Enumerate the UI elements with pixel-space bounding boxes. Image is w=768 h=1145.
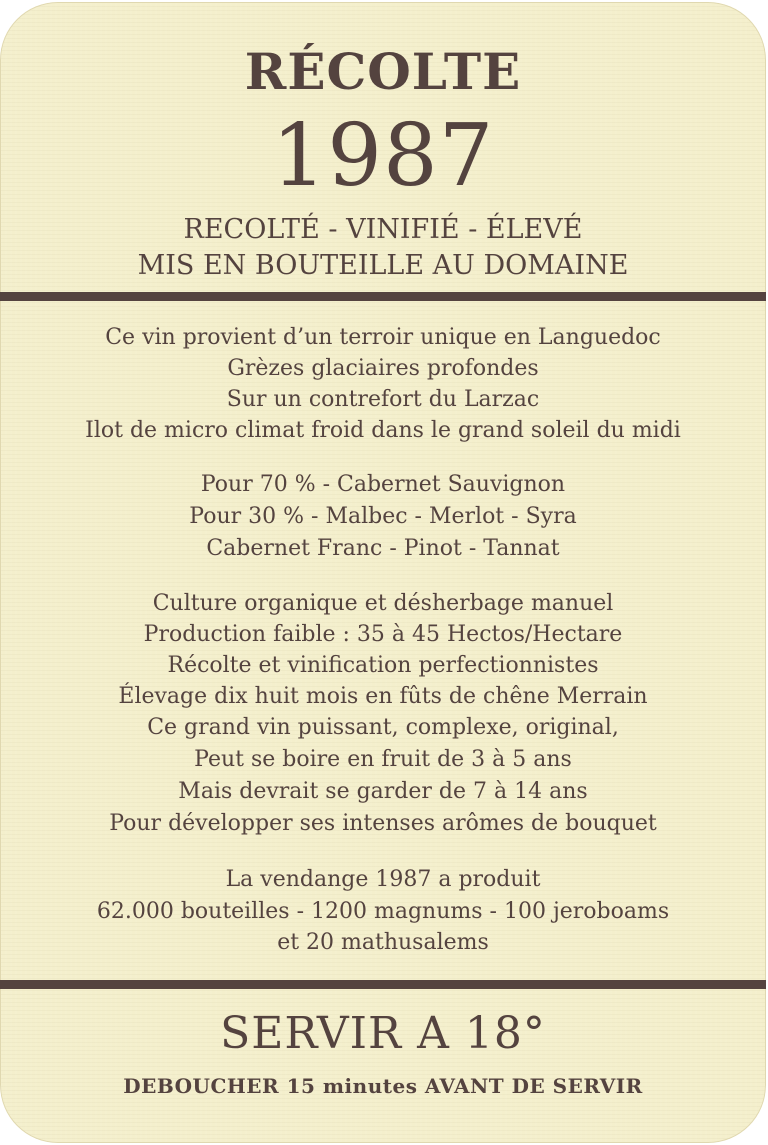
production-line: Peut se boire en fruit de 3 à 5 ans — [194, 747, 572, 772]
production-line: Pour développer ses intenses arômes de bouquet — [109, 811, 657, 836]
serving-temperature: SERVIR A 18° — [220, 1008, 546, 1059]
production-process-line: RECOLTÉ - VINIFIÉ - ÉLEVÉ — [183, 214, 583, 245]
estate-bottled-line: MIS EN BOUTEILLE AU DOMAINE — [137, 250, 629, 281]
production-line: Récolte et vinification perfectionnistes — [167, 653, 599, 678]
grape-line: Pour 70 % - Cabernet Sauvignon — [200, 472, 566, 497]
production-line: Élevage dix huit mois en fûts de chêne Merrain — [118, 684, 648, 709]
top-divider — [0, 292, 766, 301]
terroir-line: Ilot de micro climat froid dans le grand soleil du midi — [85, 418, 681, 443]
grape-line: Cabernet Franc - Pinot - Tannat — [206, 536, 560, 561]
harvest-line: 62.000 bouteilles - 1200 magnums - 100 jeroboams — [96, 899, 670, 924]
wine-label-card — [0, 2, 766, 1143]
production-line: Ce grand vin puissant, complexe, original, — [147, 715, 619, 740]
grape-line: Pour 30 % - Malbec - Merlot - Syra — [189, 504, 577, 529]
terroir-line: Grèzes glaciaires profondes — [227, 356, 539, 381]
terroir-line: Sur un contrefort du Larzac — [226, 387, 540, 412]
vintage-year: 1987 — [271, 106, 495, 206]
harvest-line: et 20 mathusalems — [277, 930, 489, 955]
production-line: Production faible : 35 à 45 Hectos/Hectare — [143, 622, 623, 647]
terroir-line: Ce vin provient d’un terroir unique en Languedoc — [105, 325, 661, 350]
decanting-instruction: DEBOUCHER 15 minutes AVANT DE SERVIR — [123, 1074, 643, 1098]
production-line: Mais devrait se garder de 7 à 14 ans — [178, 779, 588, 804]
bottom-divider — [0, 980, 766, 989]
production-line: Culture organique et désherbage manuel — [152, 591, 614, 616]
label-title: RÉCOLTE — [244, 42, 522, 101]
harvest-line: La vendange 1987 a produit — [225, 867, 541, 892]
